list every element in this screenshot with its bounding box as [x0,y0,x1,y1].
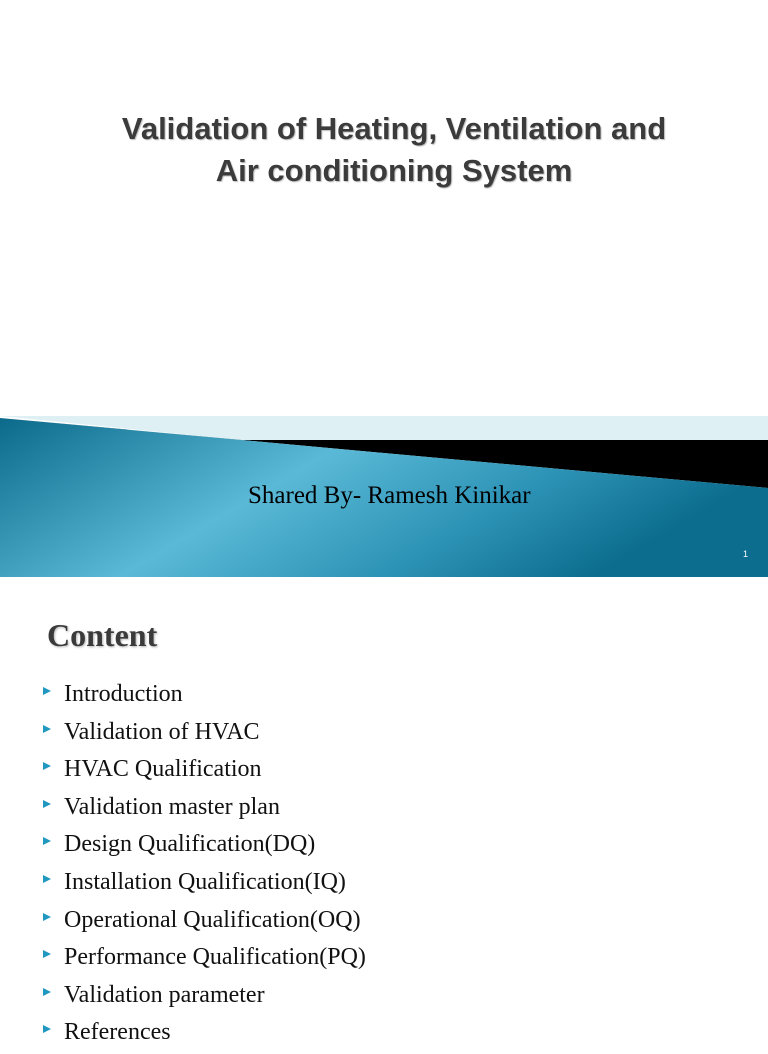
triangle-bullet-icon [43,875,51,883]
list-item: Installation Qualification(IQ) [0,866,366,904]
triangle-bullet-icon [43,1025,51,1033]
content-list [0,678,366,1054]
title-line-1: Validation of Heating, Ventilation and [121,111,667,146]
triangle-bullet-icon [43,913,51,921]
content-slide [0,577,768,1046]
triangle-bullet-icon [43,762,51,770]
triangle-bullet-icon [43,837,51,845]
title-line-2: Air conditioning System [215,153,573,188]
list-item: Introduction [0,678,366,716]
content-heading: Content [47,617,158,653]
list-item: Design Qualification(DQ) [0,828,366,866]
triangle-bullet-icon [43,800,51,808]
list-item: Validation master plan [0,791,366,829]
list-item: Validation of HVAC [0,716,366,754]
list-item: References [0,1016,366,1054]
list-item: Operational Qualification(OQ) [0,904,366,942]
shared-by-text: Shared By- Ramesh Kinikar [248,482,531,509]
list-item: Performance Qualification(PQ) [0,941,366,979]
triangle-bullet-icon [43,687,51,695]
triangle-bullet-icon [43,988,51,996]
triangle-bullet-icon [43,950,51,958]
page-number: 1 [743,549,749,559]
list-item: Validation parameter [0,979,366,1017]
triangle-bullet-icon [43,725,51,733]
list-item: HVAC Qualification [0,753,366,791]
